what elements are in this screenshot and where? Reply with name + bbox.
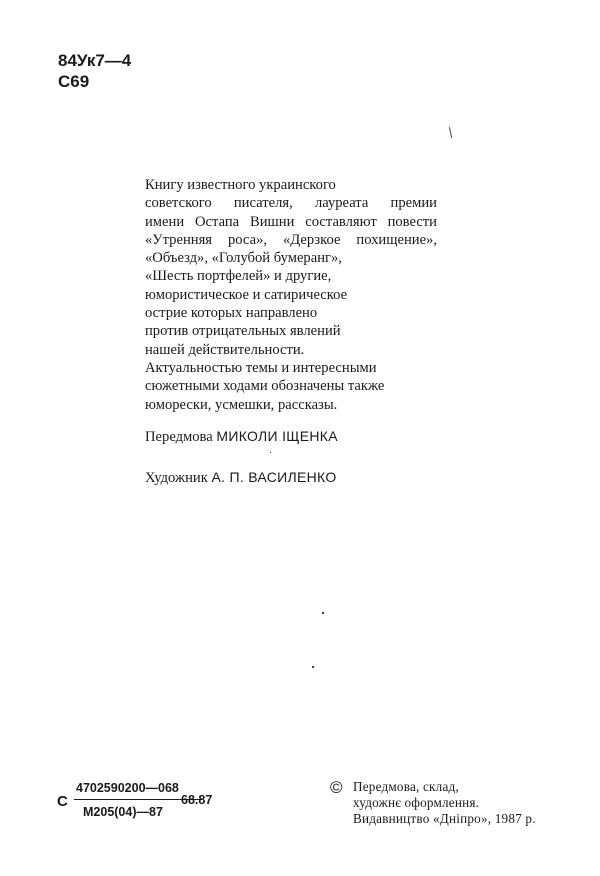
preface-author-name: МИКОЛИ ІЩЕНКА: [216, 428, 338, 444]
annotation-line: имени Остапа Вишни составляют повести: [145, 213, 437, 230]
index-prefix: С: [57, 793, 68, 810]
annotation-line: «Шесть портфелей» и другие,: [145, 268, 332, 285]
annotation-line: острие которых направлено: [145, 305, 318, 322]
bbk-code: 84Ук7—4: [58, 51, 132, 70]
annotation-line: нашей действительности.: [145, 341, 305, 358]
annotation-line: юморески, усмешки, рассказы.: [145, 396, 338, 413]
print-speck: [270, 452, 271, 453]
copyright-icon: ©: [330, 778, 343, 797]
index-suffix: 68.87: [181, 793, 213, 807]
copyright-line: художнє оформлення.: [353, 795, 480, 810]
index-numerator: 4702590200—068: [76, 781, 179, 795]
preface-label: Передмова: [145, 429, 213, 445]
author-mark: С69: [58, 72, 90, 91]
publication-index: [57, 779, 237, 829]
index-denominator: М205(04)—87: [83, 805, 163, 819]
copyright-line: Видавництво «Дніпро», 1987 р.: [353, 811, 536, 826]
print-speck: [322, 612, 324, 614]
annotation-line: «Утренняя роса», «Дерзкое похищение»,: [145, 231, 437, 248]
annotation-line: сюжетными ходами обозначены также: [145, 378, 385, 395]
copyright-line: Передмова, склад,: [353, 779, 459, 794]
book-annotation: [145, 176, 437, 414]
annotation-line: Книгу известного украинского: [145, 177, 336, 193]
preface-credit: [145, 428, 338, 446]
print-speck: [312, 666, 314, 668]
artist-name: А. П. ВАСИЛЕНКО: [211, 469, 337, 485]
classification-codes: [58, 50, 131, 92]
annotation-line: Актуальностью темы и интересными: [145, 359, 377, 376]
artist-label: Художник: [145, 470, 208, 486]
print-speck: [449, 127, 452, 138]
annotation-line: советского писателя, лауреата премии: [145, 195, 437, 212]
annotation-line: «Объезд», «Голубой бумеранг»,: [145, 250, 342, 267]
artist-credit: [145, 469, 337, 487]
annotation-line: юмористическое и сатирическое: [145, 286, 348, 303]
annotation-line: против отрицательных явлений: [145, 323, 341, 340]
